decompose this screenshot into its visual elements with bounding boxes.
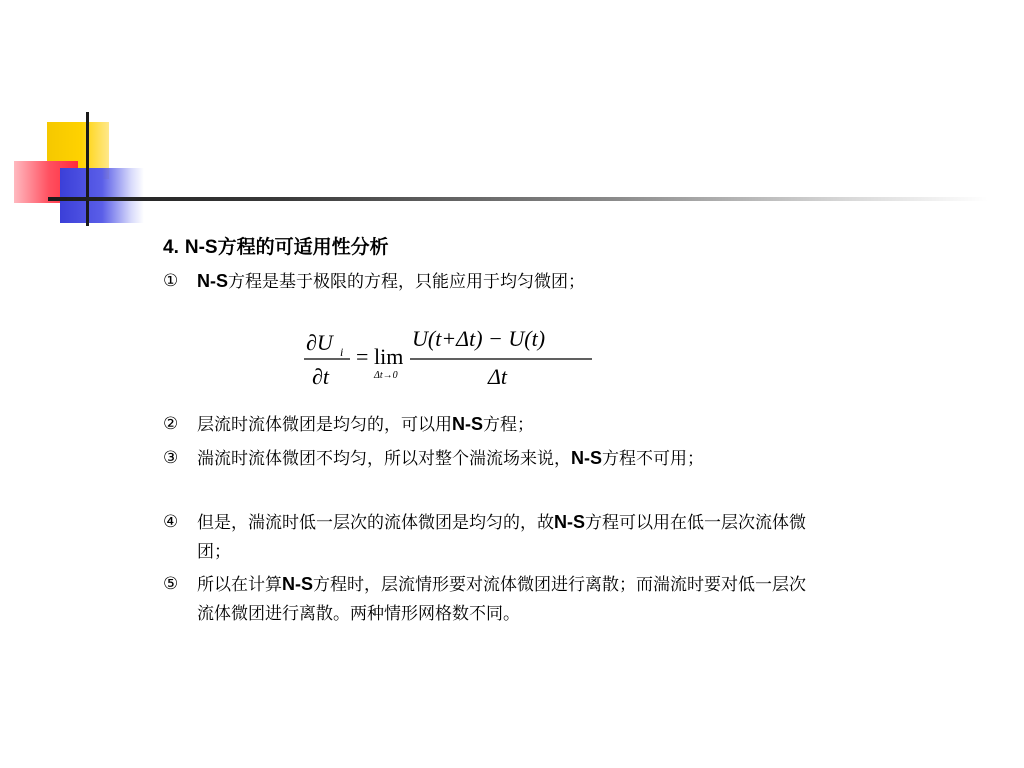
title-number: 4. [163, 237, 179, 258]
formula-lhs-numerator: ∂U [306, 330, 333, 355]
formula-lhs-subscript: i [340, 345, 344, 359]
item-marker: ③ [163, 448, 179, 468]
title-text: 方程的可适用性分析 [217, 236, 389, 258]
item-text: N-S方程是基于极限的方程，只能应用于均匀微团； [197, 271, 585, 292]
slide-content [163, 232, 823, 297]
item-marker: ① [163, 271, 179, 291]
list-item-5 [163, 570, 817, 629]
limit-formula [300, 318, 600, 390]
header-divider-line [48, 197, 988, 201]
item-text: 但是，湍流时低一层次的流体微团是均匀的，故N-S方程可以用在低一层次流体微团； [197, 512, 806, 562]
item-text: 所以在计算N-S方程时，层流情形要对流体微团进行离散；而湍流时要对低一层次流体微团进行离散。两种情形网格数不同。 [197, 574, 806, 624]
logo-blue-square [60, 168, 144, 223]
list-item-1 [163, 267, 823, 297]
formula-rhs-denominator: Δt [488, 364, 508, 389]
list-item-3 [163, 444, 817, 474]
list-item-2 [163, 410, 817, 440]
item-marker: ⑤ [163, 574, 179, 594]
formula-lim: lim [374, 344, 404, 369]
title-ns: N-S [184, 237, 218, 258]
logo-vertical-line [86, 112, 89, 226]
list-item-4 [163, 508, 817, 567]
item-marker: ④ [163, 512, 179, 532]
formula-equals: = [356, 344, 369, 369]
formula-lim-subscript: Δt→0 [374, 370, 398, 381]
formula-rhs-numerator: U(t+Δt) − U(t) [412, 326, 546, 351]
item-marker: ② [163, 414, 179, 434]
slide-title [163, 232, 823, 263]
formula-lhs-denominator: ∂t [312, 364, 329, 389]
item-text: 层流时流体微团是均匀的，可以用N-S方程； [197, 414, 534, 435]
item-text: 湍流时流体微团不均匀，所以对整个湍流场来说，N-S方程不可用； [197, 448, 704, 469]
